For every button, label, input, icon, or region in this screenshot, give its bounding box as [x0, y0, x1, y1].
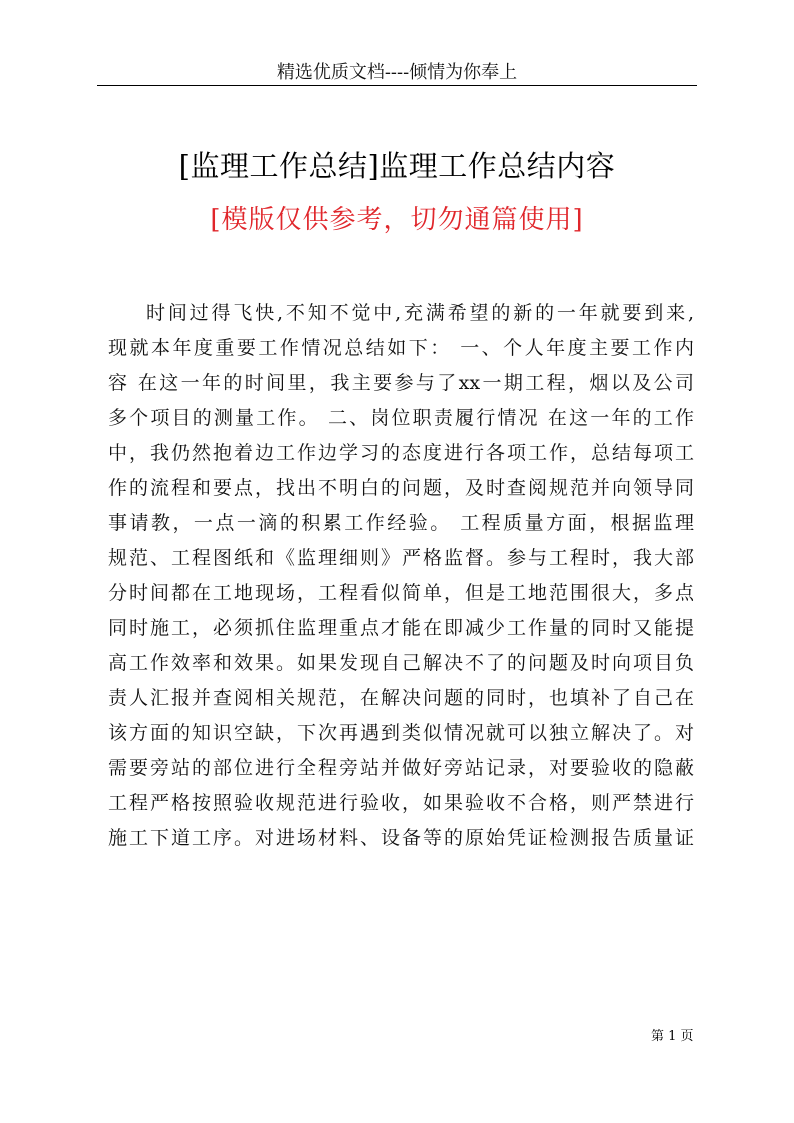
body-line: 需要旁站的部位进行全程旁站并做好旁站记录，对要验收的隐蔽 [108, 757, 694, 779]
page-number: 第 1 页 [651, 1029, 694, 1044]
body-line: 责人汇报并查阅相关规范，在解决问题的同时，也填补了自己在 [108, 687, 694, 709]
body-line: 容 在这一年的时间里，我主要参与了xx一期工程，烟以及公司 [108, 372, 694, 394]
body-line: 作的流程和要点，找出不明白的问题，及时查阅规范并向领导同 [108, 477, 694, 499]
body-line: 中，我仍然抱着边工作边学习的态度进行各项工作，总结每项工 [108, 442, 694, 464]
body-line: 规范、工程图纸和《监理细则》严格监督。参与工程时，我大部 [108, 547, 694, 569]
body-line: 时间过得飞快,不知不觉中,充满希望的新的一年就要到来, [146, 302, 694, 324]
body-line: 同时施工，必须抓住监理重点才能在即减少工作量的同时又能提 [108, 617, 694, 639]
body-line: 该方面的知识空缺，下次再遇到类似情况就可以独立解决了。对 [108, 722, 694, 744]
body-line: 现就本年度重要工作情况总结如下： 一、个人年度主要工作内 [108, 337, 694, 359]
document-subtitle: [模版仅供参考，切勿通篇使用] [210, 205, 584, 235]
body-line: 事请教，一点一滴的积累工作经验。 工程质量方面，根据监理 [108, 512, 694, 534]
page-header: 精选优质文档----倾情为你奉上 [276, 62, 518, 83]
body-line: 施工下道工序。对进场材料、设备等的原始凭证检测报告质量证 [108, 827, 694, 849]
document-body [108, 296, 694, 856]
document-title: [监理工作总结]监理工作总结内容 [178, 149, 616, 183]
body-line: 多个项目的测量工作。 二、岗位职责履行情况 在这一年的工作 [108, 407, 694, 429]
header-divider [97, 85, 697, 86]
body-line: 高工作效率和效果。如果发现自己解决不了的问题及时向项目负 [108, 652, 694, 674]
body-line: 分时间都在工地现场，工程看似简单，但是工地范围很大，多点 [108, 582, 694, 604]
body-line: 工程严格按照验收规范进行验收，如果验收不合格，则严禁进行 [108, 792, 694, 814]
